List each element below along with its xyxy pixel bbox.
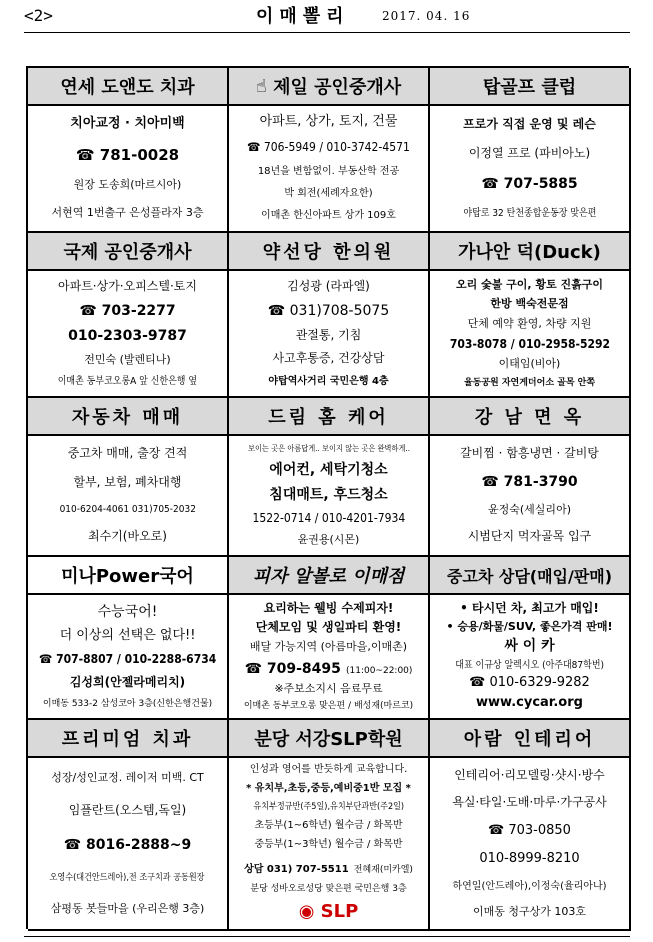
- phone-number: ☎ 707-8807 / 010-2288-6734: [39, 653, 216, 667]
- ad-line: 요리하는 웰빙 수제피자!: [263, 600, 394, 615]
- ad-line: 수능국어!: [97, 603, 158, 620]
- ad-title: 강 남 면 옥: [430, 398, 629, 436]
- ad-top-golf: [430, 68, 631, 233]
- ad-aram-interior: [430, 720, 631, 931]
- ad-line: 관절통, 기침: [295, 327, 362, 342]
- ad-dream-home-care: [229, 398, 430, 557]
- ad-address: 이매촌 동부코오롱A 앞 신한은행 옆: [57, 375, 198, 387]
- phone-number: ☎ 703-0850: [488, 824, 571, 839]
- ad-canaan-duck: [430, 233, 631, 398]
- ad-title: 아람 인테리어: [430, 720, 629, 758]
- ad-line: 김성희(안젤라메리치): [69, 675, 186, 690]
- ad-title: 가나안 덕(Duck): [430, 233, 629, 271]
- ad-address: 삼평동 봇들마을 (우리은행 3층): [50, 901, 205, 915]
- ad-line: * 유치부,초등,중등,예비중1반 모집 *: [246, 782, 411, 794]
- phone-number: ☎ 8016-2888~9: [64, 837, 192, 853]
- footer-divider: [24, 936, 630, 937]
- ad-line: • 타시던 차, 최고가 매입!: [460, 600, 599, 615]
- ad-line: 초등부(1~6학년) 월수금 / 화목반: [254, 820, 403, 832]
- ad-title: 연세 도앤도 치과: [28, 68, 227, 106]
- phone-number: 010-6204-4061 031)705-2032: [59, 503, 196, 515]
- ad-line: 더 이상의 선택은 없다!!: [59, 627, 196, 643]
- ad-gangnam-myeonok: [430, 398, 631, 557]
- ad-line: 보이는 곳은 아름답게.. 보이지 않는 곳은 완벽하게..: [247, 444, 410, 454]
- ad-pizza-alvolo: [229, 557, 430, 720]
- ad-line: • 승용/화물/SUV, 좋은가격 판매!: [446, 619, 613, 633]
- phone-number: ☎ 010-6329-9282: [469, 676, 590, 691]
- ad-line: 아파트·상가·오피스텔·토지: [58, 278, 197, 293]
- ad-address: 이매촌 동부코오롱 맞은편 / 배성재(마르코): [243, 700, 414, 711]
- ad-address: 율동공원 자연게더어소 골목 안쪽: [463, 378, 596, 389]
- ad-address: 분당 성바오로성당 맞은편 국민은행 3층: [250, 884, 407, 895]
- ad-line: 단체 예약 환영, 차량 지원: [467, 316, 592, 330]
- ad-address: 이매동 533-2 삼성코아 3층(신한은행건물): [42, 699, 213, 710]
- ad-line: 오영수(대건안드레아),전 조구치과 공동원장: [50, 872, 205, 883]
- ad-address: 서현역 1번출구 은성플라자 3층: [51, 205, 204, 219]
- ad-line: 침대매트, 후드청소: [269, 486, 388, 503]
- ad-mina-power-korean: [28, 557, 229, 720]
- ad-line: 에어컨, 세탁기청소: [269, 462, 388, 479]
- ad-line: 이정열 프로 (파비아노): [468, 145, 591, 160]
- phone-number: ☎ 709-8495: [245, 661, 341, 677]
- ad-line: 유치부정규반(주5일),유치부단과반(주2일): [253, 802, 404, 813]
- ad-line: 윤정숙(세실리아): [488, 503, 571, 517]
- ad-line: 프로가 직접 운영 및 레슨: [463, 116, 596, 131]
- ad-line: 사고후통증, 건강상담: [272, 351, 385, 366]
- ad-line: 배달 가능지역 (아름마을,이매촌): [249, 639, 408, 653]
- ad-address: 시범단지 먹자골목 입구: [467, 529, 592, 544]
- ad-title: 탑골프 클럽: [430, 68, 629, 106]
- ad-title: [28, 557, 227, 595]
- slp-emblem-icon: ◉: [298, 901, 321, 923]
- ad-line: 중등부(1~3학년) 월수금 / 화목반: [254, 839, 403, 851]
- ad-yakseondang-clinic: [229, 233, 430, 398]
- ad-line: 중고차 매매, 출장 견적: [67, 446, 188, 461]
- website-link[interactable]: www.cycar.org: [476, 695, 583, 711]
- ad-line: 싸 이 카: [504, 638, 555, 655]
- ad-address: 이매동 청구상가 103호: [473, 904, 586, 918]
- ad-line: 이태임(비아): [498, 357, 561, 371]
- phone-number: ☎ 706-5949 / 010-3742-4571: [247, 141, 410, 155]
- ad-title: 자동차 매매: [28, 398, 227, 436]
- ad-title: 제일 공인중개사: [273, 77, 402, 98]
- page-number: <2>: [24, 6, 53, 25]
- ad-title: 분당 서강SLP학원: [229, 720, 428, 758]
- ad-sogang-slp: [229, 720, 430, 931]
- ad-line: ※주보소지시 음료무료: [274, 681, 383, 695]
- ad-line: 전민숙 (발렌티나): [84, 352, 171, 366]
- phone-number: 1522-0714 / 010-4201-7934: [252, 510, 405, 525]
- ad-line: 최수기(바오로): [88, 528, 167, 543]
- ad-line: 아파트, 상가, 토지, 건물: [259, 114, 398, 130]
- ad-premium-dental: [28, 720, 229, 931]
- ad-used-car-cycar: [430, 557, 631, 720]
- ad-line: 인성과 영어를 반듯하게 교육합니다.: [249, 763, 408, 775]
- phone-number: 010-2303-9787: [68, 328, 187, 345]
- ad-line: 대표 이규상 알렉시오 (아주대87학번): [455, 659, 604, 671]
- ad-line: 김성광 (라파엘): [287, 278, 370, 293]
- business-hours: (11:00~22:00): [345, 665, 413, 676]
- phone-number: ☎ 781-3790: [481, 474, 577, 490]
- ad-address: 야탑역사거리 국민은행 4층: [268, 375, 389, 387]
- ad-line: 전혜재(미카엘): [353, 865, 413, 876]
- ad-line: 오리 숯불 구이, 황토 진흙구이: [455, 277, 603, 291]
- hand-icon: ☝: [255, 75, 274, 97]
- ad-line: 갈비찜 · 함흥냉면 · 갈비탕: [460, 445, 599, 460]
- phone-number: ☎ 031)708-5075: [268, 303, 389, 319]
- phone-number: 상담 031) 707-5511: [244, 864, 349, 876]
- phone-number: 703-8078 / 010-2958-5292: [449, 336, 610, 351]
- ad-title: 드림 홈 케어: [229, 398, 428, 436]
- ad-line: 성장/성인교정. 레이저 미백. CT: [51, 770, 204, 784]
- slp-logo: [299, 902, 359, 923]
- ad-title: 중고차 상담(매입/판매): [430, 557, 629, 595]
- ad-line: 임플란트(오스템,독일): [68, 802, 187, 817]
- ad-line: 한방 백숙전문점: [490, 297, 569, 311]
- header-divider: [24, 32, 630, 33]
- ad-title: 국제 공인중개사: [28, 233, 227, 271]
- ad-title: 약선당 한의원: [229, 233, 428, 271]
- ad-gukje-realty: [28, 233, 229, 398]
- ad-line: 원장 도송희(마르시아): [73, 178, 182, 192]
- newsletter-title: 이매뽈리: [256, 6, 350, 27]
- ad-yonsei-dental: [28, 68, 229, 233]
- ad-line: 단체모임 및 생일파티 환영!: [255, 620, 402, 635]
- ad-line: 치아교정 · 치아미백: [70, 116, 185, 132]
- ad-line: 박 회전(세례자요한): [284, 187, 373, 199]
- ad-grid: [26, 66, 629, 929]
- ad-title: 프리미엄 치과: [28, 720, 227, 758]
- phone-number: ☎ 781-0028: [76, 147, 179, 164]
- ad-address: 이매촌 한신아파트 상가 109호: [261, 210, 396, 222]
- ad-address: 야탑로 32 탄천종합운동장 맞은편: [462, 207, 597, 219]
- phone-number: 010-8999-8210: [479, 851, 580, 866]
- ad-line: 윤권용(시몬): [297, 532, 360, 546]
- phone-number: ☎ 703-2277: [79, 303, 175, 319]
- ad-line: 하연일(안드레아),이정숙(율리아나): [452, 880, 607, 892]
- phone-number: ☎ 707-5885: [481, 176, 577, 192]
- ad-jeil-realty: [229, 68, 430, 233]
- ad-car-trade: [28, 398, 229, 557]
- ad-line: 욕실·타일·도배·마루·가구공사: [452, 795, 607, 810]
- ad-line: 18년을 변함없이. 부동산학 전공: [257, 165, 400, 177]
- page-header: [24, 2, 630, 32]
- ad-line: 인테리어·리모델링·샷시·방수: [454, 767, 605, 782]
- logo-text: SLP: [320, 901, 359, 923]
- logo-text: 미나Power국어: [61, 566, 194, 587]
- issue-date: 2017. 04. 16: [382, 9, 471, 23]
- ad-line: 할부, 보험, 폐차대행: [73, 474, 182, 489]
- ad-title: 피자 알볼로 이매점: [229, 557, 428, 595]
